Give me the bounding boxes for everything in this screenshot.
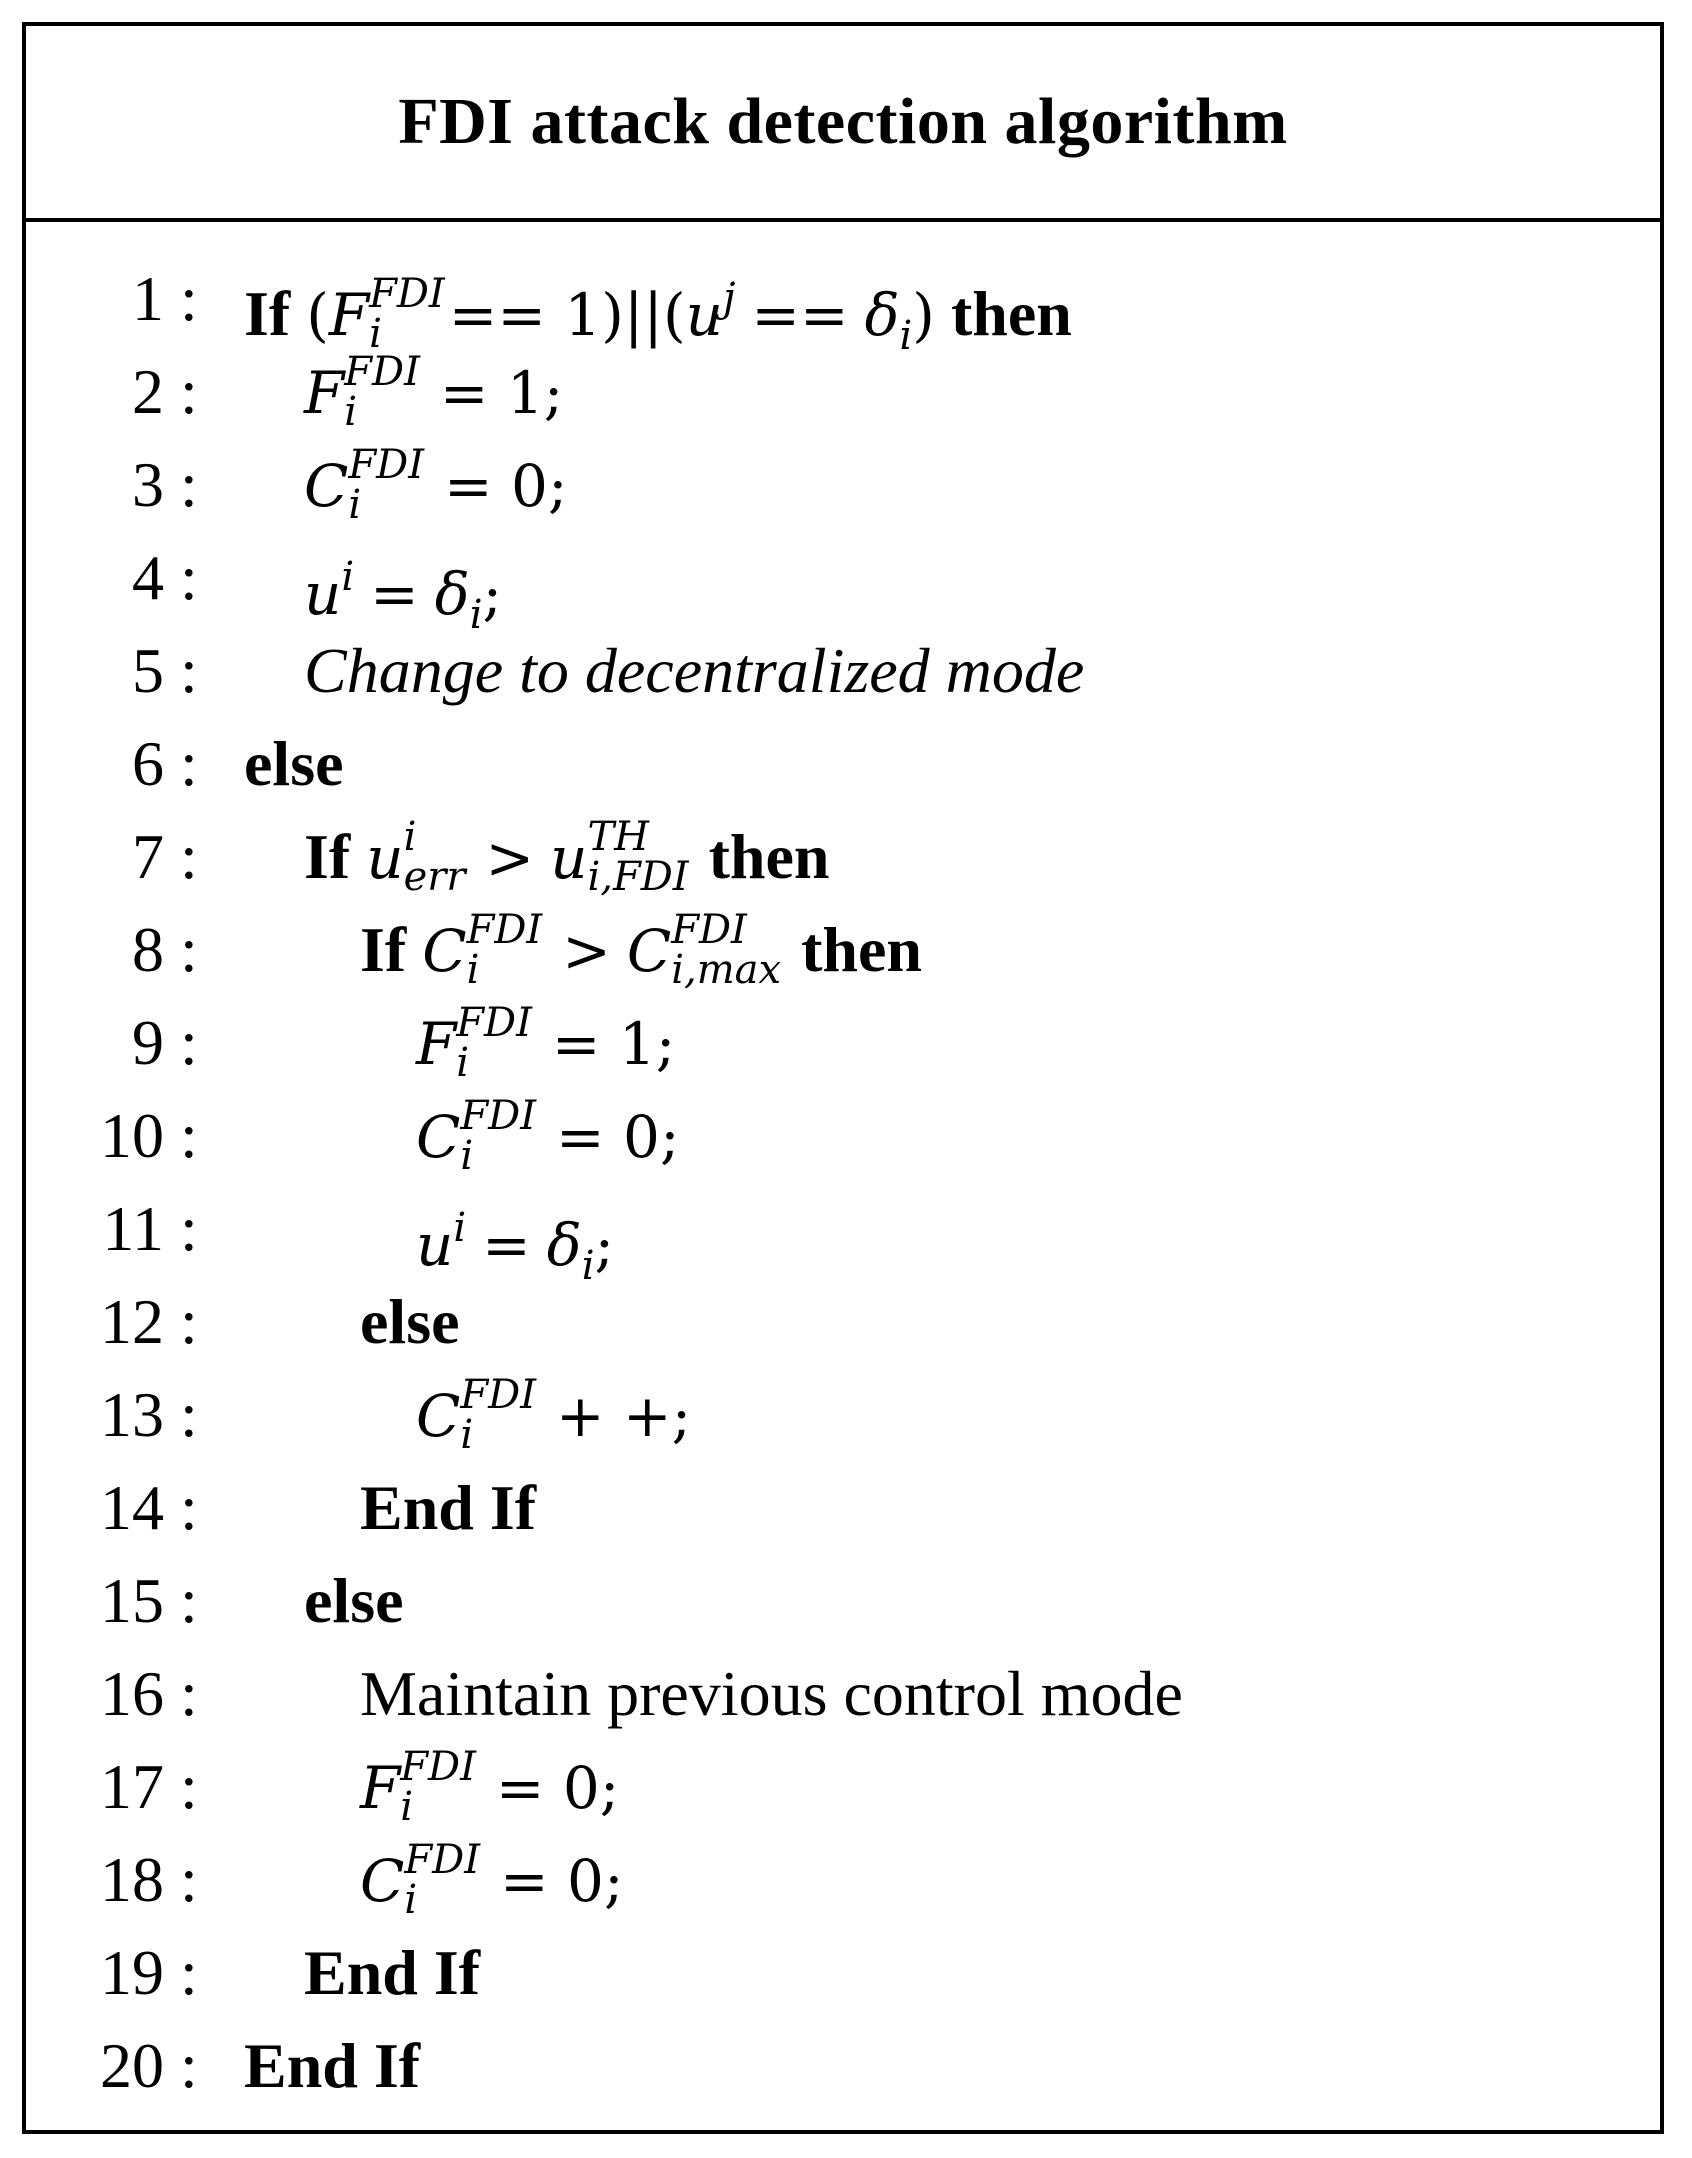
line-number: 10 [100,1100,164,1171]
line-number: 3 [132,449,164,520]
line-code [416,1368,691,1463]
keyword-then: then [801,914,922,985]
keyword-then: then [708,821,830,892]
sup-FDI: FDI [460,1372,537,1419]
op-increment: + +; [556,1382,692,1450]
algorithm-line-5 [26,624,1660,717]
supsub [344,349,420,436]
var-F: F [416,1010,457,1078]
sup-i: i [403,814,417,861]
algorithm-line-10 [26,1089,1660,1182]
algorithm-line-19 [26,1926,1660,2019]
sub-i-FDI: i,FDI [587,854,689,901]
sup-FDI: FDI [348,442,425,489]
algorithm-line-20 [26,2019,1660,2112]
line-colon: : [180,2030,198,2101]
sup-FDI: FDI [344,349,420,396]
sup-i: i [453,1205,467,1251]
sub-i: i [456,1040,470,1087]
op-eq: = [482,1211,531,1279]
keyword-else: else [244,728,344,799]
supsub [466,907,543,994]
algorithm-line-12 [26,1275,1660,1368]
line-colon: : [180,1751,198,1822]
sup-TH: TH [587,814,650,861]
sup-FDI: FDI [466,907,543,954]
op-eq-zero: = 0; [444,452,568,520]
keyword-if: If [304,821,351,892]
op-gt: > [562,917,611,985]
var-delta: δ [434,560,470,628]
var-F: F [360,1754,401,1822]
op-eq-zero: = 0; [500,1847,624,1915]
keyword-end-if: End If [360,1472,537,1543]
line-number: 19 [100,1937,164,2008]
semicolon: ; [594,1211,615,1279]
paren-open: ( [306,281,329,349]
supsub [460,1093,537,1180]
line-number: 13 [100,1379,164,1450]
sub-err: err [403,854,466,901]
algorithm-line-11 [26,1182,1660,1289]
op-eq-zero: = 0; [556,1103,680,1171]
keyword-if: If [360,914,407,985]
keyword-end-if: End If [244,2030,421,2101]
algorithm-line-14 [26,1461,1660,1554]
keyword-then: then [950,278,1072,349]
keyword-if: If [244,278,291,349]
line-number: 1 [132,263,164,334]
algorithm-line-3 [26,438,1660,531]
line-colon: : [180,1565,198,1636]
line-number: 6 [132,728,164,799]
var-C: C [360,1847,405,1915]
var-C: C [422,917,467,985]
paren-close: ) [912,281,935,349]
algorithm-header [26,26,1660,222]
var-delta: δ [864,281,900,349]
sub-i: i [348,482,362,529]
line-colon: : [180,1007,198,1078]
line-colon: : [180,449,198,520]
var-C: C [416,1382,461,1450]
algorithm-line-1 [26,252,1660,359]
op-eq-one: = 1; [551,1010,676,1078]
line-colon: : [180,635,198,706]
line-number: 11 [102,1193,164,1264]
line-number: 2 [132,356,164,427]
sub-i-max: i,max [671,947,782,994]
line-number: 5 [132,635,164,706]
sub-i: i [460,1133,474,1180]
sub-i: i [460,1412,474,1459]
line-code [304,345,563,440]
sup-FDI: FDI [456,1000,532,1047]
line-number: 7 [132,821,164,892]
sup-i: i [341,554,355,600]
line-number: 4 [132,542,164,613]
var-u: u [416,1211,454,1279]
algorithm-box [22,22,1664,2134]
supsub [348,442,425,529]
keyword-else: else [360,1286,460,1357]
line-number: 12 [100,1286,164,1357]
var-u: u [304,560,342,628]
op-eq: = [370,560,419,628]
line-colon: : [180,263,198,334]
sub-i: i [400,1784,414,1831]
line-number: 17 [100,1751,164,1822]
algorithm-line-9 [26,996,1660,1089]
var-C: C [416,1103,461,1171]
algorithm-body [26,222,1660,2112]
line-number: 9 [132,1007,164,1078]
algorithm-line-2 [26,345,1660,438]
line-code [416,996,675,1091]
algorithm-line-7 [26,810,1660,903]
var-u: u [366,824,404,892]
sub-i: i [899,313,913,359]
line-number: 18 [100,1844,164,1915]
supsub [369,271,445,358]
supsub [403,814,466,901]
algorithm-line-13 [26,1368,1660,1461]
line-code [360,1833,624,1928]
algorithm-line-15 [26,1554,1660,1647]
sub-i: i [369,311,382,358]
sup-FDI: FDI [400,1744,476,1791]
supsub [671,907,782,994]
algorithm-line-4 [26,531,1660,638]
line-colon: : [180,1937,198,2008]
line-number: 8 [132,914,164,985]
algorithm-line-17 [26,1740,1660,1833]
op-eq-one-or: == 1)||( [448,281,686,349]
line-colon: : [180,1658,198,1729]
sup-FDI: FDI [404,1837,481,1884]
op-eq-zero: = 0; [495,1754,620,1822]
line-code [360,1740,619,1835]
line-colon: : [180,356,198,427]
semicolon: ; [482,560,503,628]
line-colon: : [180,821,198,892]
sup-FDI: FDI [671,907,747,954]
algorithm-title: FDI attack detection algorithm [398,85,1288,158]
algorithm-line-6 [26,717,1660,810]
sup-j: j [722,275,736,321]
line-code: Maintain previous control mode [360,1658,1183,1729]
sub-i: i [344,389,358,436]
line-colon: : [180,914,198,985]
line-code [416,1089,680,1184]
line-colon: : [180,1379,198,1450]
var-C: C [304,452,349,520]
line-number: 15 [100,1565,164,1636]
keyword-end-if: End If [304,1937,481,2008]
op-gt: > [485,824,535,892]
algorithm-line-18 [26,1833,1660,1926]
supsub [456,1000,532,1087]
line-code [304,438,568,533]
op-eq-one: = 1; [439,359,564,427]
var-delta: δ [546,1211,582,1279]
line-number: 14 [100,1472,164,1543]
sub-i: i [581,1243,595,1289]
sup-FDI: FDI [460,1093,537,1140]
supsub [587,814,689,901]
sub-i: i [469,592,483,638]
var-u: u [685,281,723,349]
var-F: F [328,281,370,349]
line-colon: : [180,728,198,799]
supsub [460,1372,537,1459]
algorithm-line-16 [26,1647,1660,1740]
keyword-else: else [304,1565,404,1636]
line-number: 16 [100,1658,164,1729]
line-colon: : [180,1100,198,1171]
supsub [404,1837,481,1924]
var-C: C [626,917,672,985]
sub-i: i [466,947,480,994]
line-code [304,810,830,905]
line-number: 20 [100,2030,164,2101]
line-colon: : [180,1472,198,1543]
algorithm-line-8 [26,903,1660,996]
var-F: F [304,359,345,427]
line-colon: : [180,542,198,613]
line-colon: : [180,1844,198,1915]
line-code: Change to decentralized mode [304,635,1085,706]
line-colon: : [180,1193,198,1264]
line-code [360,903,922,998]
op-double-eq: == [751,281,849,349]
line-colon: : [180,1286,198,1357]
var-u: u [550,824,588,892]
sup-FDI: FDI [369,271,445,318]
sub-i: i [404,1877,418,1924]
supsub [400,1744,476,1831]
